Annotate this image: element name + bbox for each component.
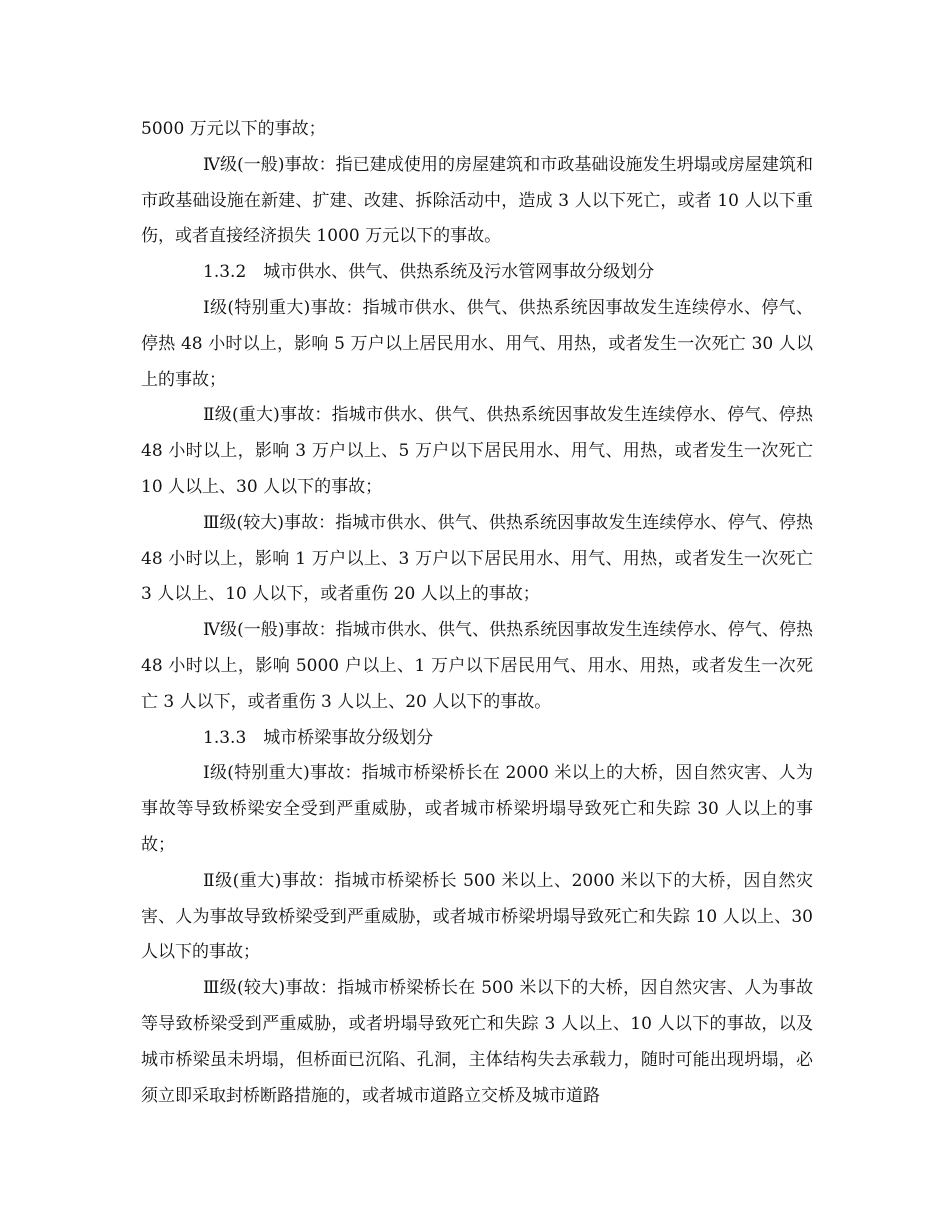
paragraph-bridge-level-1: Ⅰ级(特别重大)事故：指城市桥梁桥长在 2000 米以上的大桥，因自然灾害、人为事故等导致桥梁安全受到严重威胁，或者城市桥梁坍塌导致死亡和失踪 30 人以上的事故； <box>141 763 813 855</box>
paragraph-utility-level-4: Ⅳ级(一般)事故：指城市供水、供气、供热系统因事故发生连续停水、停气、停热 48 小时以上，影响 5000 户以上、1 万户以下居民用气、用水、用热，或者发生一次死亡 3 人以下，或者重伤 3 人以上、20 人以下的事故。 <box>141 620 813 712</box>
section-heading-1-3-2: 1.3.2 城市供水、供气、供热系统及污水管网事故分级划分 <box>203 262 655 283</box>
section-heading-1-3-3: 1.3.3 城市桥梁事故分级划分 <box>203 727 434 748</box>
paragraph-housing-level-4: Ⅳ级(一般)事故：指已建成使用的房屋建筑和市政基础设施发生坍塌或房屋建筑和市政基础设施在新建、扩建、改建、拆除活动中，造成 3 人以下死亡，或者 10 人以下重伤，或者直接经济损失 1000 万元以下的事故。 <box>141 154 813 247</box>
paragraph-bridge-level-2: Ⅱ级(重大)事故：指城市桥梁桥长 500 米以上、2000 米以下的大桥，因自然灾害、人为事故导致桥梁受到严重威胁，或者城市桥梁坍塌导致死亡和失踪 10 人以上、30 人以下的事故； <box>141 870 813 963</box>
paragraph-continuation: 5000 万元以下的事故； <box>141 119 326 139</box>
paragraph-utility-level-1: Ⅰ级(特别重大)事故：指城市供水、供气、供热系统因事故发生连续停水、停气、停热 48 小时以上，影响 5 万户以上居民用水、用气、用热，或者发生一次死亡 30 人以上的事故； <box>141 297 813 390</box>
paragraph-bridge-level-3: Ⅲ级(较大)事故：指城市桥梁桥长在 500 米以下的大桥，因自然灾害、人为事故等导致桥梁受到严重威胁，或者坍塌导致死亡和失踪 3 人以上、10 人以下的事故，以及城市桥梁虽未坍塌，但桥面已沉陷、孔洞，主体结构失去承载力，随时可能出现坍塌，必须立即采取封桥断路措施的，或者城市道路立交桥及城市道路 <box>141 978 813 1106</box>
paragraph-utility-level-2: Ⅱ级(重大)事故：指城市供水、供气、供热系统因事故发生连续停水、停气、停热 48 小时以上，影响 3 万户以上、5 万户以下居民用水、用气、用热，或者发生一次死亡 10 人以上、30 人以下的事故； <box>141 405 813 497</box>
document-page <box>141 112 813 1114</box>
paragraph-utility-level-3: Ⅲ级(较大)事故：指城市供水、供气、供热系统因事故发生连续停水、停气、停热 48 小时以上，影响 1 万户以上、3 万户以下居民用水、用气、用热，或者发生一次死亡 3 人以上、10 人以下，或者重伤 20 人以上的事故； <box>141 512 813 605</box>
